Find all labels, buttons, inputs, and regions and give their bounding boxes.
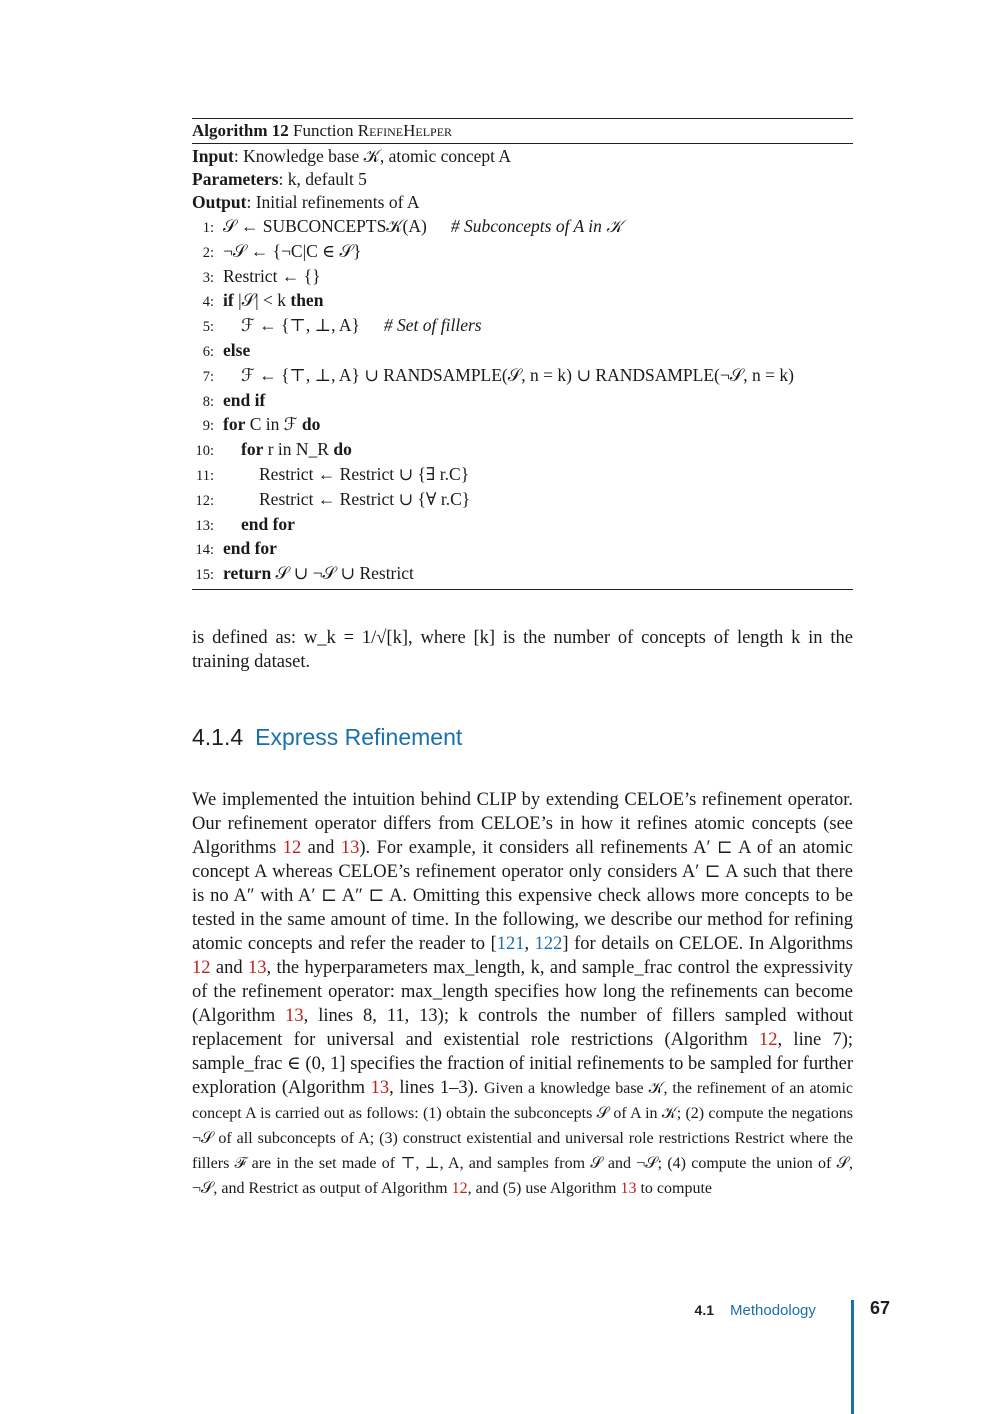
- algorithm-input: Input: Knowledge base 𝒦, atomic concept A: [192, 146, 512, 166]
- algorithm-line: [192, 488, 853, 513]
- code: Restrict ← Restrict ∪ {∃ r.C}: [259, 463, 470, 484]
- line-number: 4:: [202, 294, 214, 311]
- keyword: if: [223, 290, 234, 311]
- algorithm-line: [192, 364, 853, 389]
- algorithm-line: [192, 289, 853, 314]
- ref-algorithm-13[interactable]: 13: [285, 1005, 304, 1026]
- line-number: 6:: [202, 343, 214, 360]
- line-content: [223, 266, 320, 286]
- line-content: [223, 538, 277, 558]
- line-content: [223, 464, 469, 484]
- keyword: do: [301, 414, 321, 435]
- comment: # Subconcepts of A in 𝒦: [450, 216, 623, 236]
- algorithm-box: [192, 118, 853, 590]
- keyword: for: [223, 414, 246, 435]
- ref-algorithm-12[interactable]: 12: [759, 1029, 778, 1050]
- code: Restrict ← Restrict ∪ {∀ r.C}: [259, 488, 471, 509]
- code: ¬𝒮 ← {¬C|C ∈ 𝒮}: [223, 240, 362, 261]
- comment: # Set of fillers: [383, 315, 482, 336]
- ref-algorithm-13[interactable]: 13: [248, 957, 267, 978]
- code: 𝒮 ∪ ¬𝒮 ∪ Restrict: [271, 563, 414, 584]
- algorithm-label: Algorithm 12: [192, 121, 289, 140]
- code: r in N_R: [263, 439, 334, 460]
- line-number: 11:: [196, 467, 214, 484]
- algorithm-line: [192, 265, 853, 290]
- ref-algorithm-12[interactable]: 12: [451, 1179, 468, 1197]
- footer-section-number: 4.1: [694, 1302, 714, 1318]
- ref-algorithm-12[interactable]: 12: [192, 957, 211, 978]
- line-number: 9:: [202, 418, 214, 435]
- line-number: 15:: [195, 567, 214, 584]
- line-number: 10:: [195, 443, 214, 460]
- algorithm-line: [192, 389, 853, 414]
- ref-algorithm-13[interactable]: 13: [620, 1179, 637, 1197]
- keyword: then: [290, 290, 324, 311]
- code: 𝒮 ← SUBCONCEPTS𝒦(A): [223, 216, 427, 236]
- section-number: 4.1.4: [192, 723, 244, 750]
- line-number: 12:: [195, 492, 214, 509]
- line-content: [223, 365, 794, 385]
- code: Restrict ← {}: [223, 265, 321, 286]
- algorithm-line: [192, 513, 853, 538]
- line-content: [223, 340, 250, 360]
- keyword: return: [223, 563, 272, 584]
- algorithm-function-word: Function: [293, 121, 354, 140]
- footer-section-title: Methodology: [730, 1302, 816, 1319]
- algorithm-output: Output: Initial refinements of A: [192, 192, 420, 212]
- section-heading: [192, 722, 853, 752]
- citation-122[interactable]: 122: [534, 933, 563, 954]
- page-footer: [0, 1300, 1000, 1414]
- page-number: 67: [870, 1298, 891, 1318]
- page-content: [192, 118, 853, 1201]
- algorithm-name: RefineHelper: [357, 121, 453, 140]
- line-number: 3:: [202, 269, 214, 286]
- ref-algorithm-13[interactable]: 13: [370, 1077, 390, 1098]
- line-number: 5:: [202, 319, 214, 336]
- paragraph-definition: is defined as: w_k = 1/√[k], where [k] is the number of concepts of length k in the training dataset.: [192, 627, 853, 672]
- keyword: end if: [223, 389, 266, 410]
- line-number: 2:: [202, 244, 214, 261]
- code: C in ℱ: [245, 414, 302, 435]
- keyword: for: [241, 439, 264, 460]
- line-content: [223, 563, 414, 583]
- algorithm-line: [192, 438, 853, 463]
- code: ℱ ← {⊤, ⊥, A}: [241, 315, 360, 336]
- algorithm-line: [192, 562, 853, 587]
- algorithm-line: [192, 314, 853, 339]
- algorithm-caption: [192, 119, 853, 144]
- line-content: [223, 290, 323, 310]
- line-content: [223, 216, 623, 236]
- algorithm-meta: [192, 145, 853, 214]
- algorithm-line: [192, 413, 853, 438]
- section-title: Express Refinement: [255, 723, 463, 750]
- line-number: 7:: [202, 368, 214, 385]
- algorithm-line: [192, 240, 853, 265]
- ref-algorithm-12[interactable]: 12: [282, 837, 302, 858]
- keyword: end for: [223, 538, 277, 559]
- line-content: [223, 414, 320, 434]
- algorithm-lines: [192, 215, 853, 589]
- line-content: [223, 241, 361, 261]
- line-content: [223, 489, 470, 509]
- algorithm-line: [192, 463, 853, 488]
- algorithm-line: [192, 215, 853, 240]
- algorithm-parameters: Parameters: k, default 5: [192, 169, 367, 189]
- citation-121[interactable]: 121: [496, 933, 525, 954]
- line-content: [223, 439, 352, 459]
- keyword: do: [333, 439, 352, 460]
- ref-algorithm-13[interactable]: 13: [340, 837, 360, 858]
- algorithm-line: [192, 537, 853, 562]
- line-number: 8:: [202, 393, 214, 410]
- footer-divider-bar: [851, 1300, 854, 1414]
- line-number: 1:: [202, 220, 214, 236]
- line-number: 14:: [195, 542, 214, 559]
- line-number: 13:: [195, 517, 214, 534]
- keyword: else: [223, 339, 251, 360]
- keyword: end for: [241, 513, 295, 534]
- line-content: [223, 390, 265, 410]
- algorithm-line: [192, 339, 853, 364]
- paragraph-express-refinement: We implemented the intuition behind CLIP by extending CELOE’s refinement operator. Our refinement operator differs from CELOE’s in how it refines atomic concepts (see Algorithms 12 and 13). For example, it considers all refinements A′ ⊏ A of an atomic concept A whereas CELOE’s refinement operator only considers A′ ⊏ A such that there is no A″ with A′ ⊏ A″ ⊏ A. Omitting this expensive check allows more concepts to be tested in the same amount of time. In the following, we describe our method for refining atomic concepts and refer the reader to [121, 122] for details on CELOE. In Algorithms 12 and 13, the hyperparameters max_length, k, and sample_frac control the expressivity of the refinement operator: max_length specifies how long the refinements can become (Algorithm 13, lines 8, 11, 13); k controls the number of fillers sampled without replacement for universal and existential role restrictions (Algorithm 12, line 7); sample_frac ∈ (0, 1] specifies the fraction of initial refinements to be sampled for further exploration (Algorithm 13, lines 1–3). Given a knowledge base 𝒦, the refinement of an atomic concept A is carried out as follows: (1) obtain the subconcepts 𝒮 of A in 𝒦; (2) compute the negations ¬𝒮 of all subconcepts of A; (3) construct existential and universal role restrictions Restrict where the fillers ℱ are in the set made of ⊤, ⊥, A, and samples from 𝒮 and ¬𝒮; (4) compute the union of 𝒮, ¬𝒮, and Restrict as output of Algorithm 12, and (5) use Algorithm 13 to compute: [192, 789, 854, 1197]
- line-content: [223, 514, 295, 534]
- line-content: [223, 315, 482, 335]
- code: ℱ ← {⊤, ⊥, A} ∪ RANDSAMPLE(𝒮, n = k) ∪ RANDSAMPLE(¬𝒮, n = k): [241, 364, 794, 385]
- code: |𝒮| < k: [233, 290, 291, 311]
